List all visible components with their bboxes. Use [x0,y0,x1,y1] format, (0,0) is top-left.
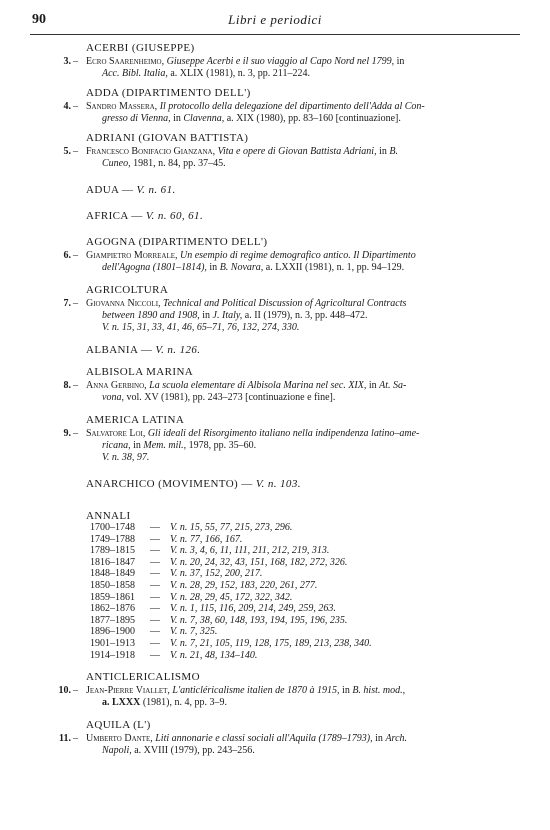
year-range: 1862–1876 [90,603,135,615]
annali-row [86,626,525,638]
entry-number: 6. [63,250,71,261]
entry-details: a. LXXII (1981), n. 1, pp. 94–129. [265,262,405,273]
entry-dash: – [73,380,78,391]
row-dash: — [150,522,160,533]
row-dash: — [150,637,160,649]
section-heading-adda: ADDA (DIPARTIMENTO DELL') [86,87,251,99]
section-heading-aquila: AQUILA (L') [86,719,151,732]
entry-10 [30,685,525,709]
entry-author: Sandro Massera, [86,101,158,112]
entry-title-cont: gresso di Vienna, [102,113,171,124]
entry-author: Giampietro Morreale, [86,250,178,261]
heading-text: ALBANIA — [86,344,153,356]
entry-author: Jean-Pierre Viallet, [86,685,170,697]
section-heading-adua [86,184,525,196]
entry-title: L'anticléricalisme italien de 1870 à 1915, [172,685,340,697]
year-range: 1700–1748 [90,522,135,533]
entry-journal: Clavenna, [183,113,225,124]
entry-in: in [133,440,141,451]
entry-5 [30,146,525,170]
entry-continuation [86,697,525,709]
entry-journal: B. Novara, [219,262,264,273]
entry-title: Vita e opere di Giovan Battista Adriani, [217,146,377,157]
section-heading-africa [86,210,525,222]
entry-details: 1978, pp. 35–60. [188,440,257,451]
row-dash: — [150,626,160,638]
entry-dash: – [73,250,78,261]
cross-reference: V. n. 103. [255,478,301,490]
entry-continuation [86,262,525,274]
entry-8 [30,380,525,404]
entry-6 [30,250,525,274]
annali-section [86,510,525,661]
entry-in: in [396,56,405,67]
entry-in: in [375,733,383,745]
year-range: 1850–1858 [90,579,135,591]
annali-row [86,650,525,662]
entry-dash: – [73,733,78,745]
entry-journal-cont: Cuneo, [102,158,131,169]
year-range: 1789–1815 [90,545,135,557]
section-heading-albania [86,344,525,356]
entry-continuation [86,440,525,452]
entry-author: Salvatore Loi, [86,428,146,439]
entry-details: 1981, n. 84, pp. 37–45. [133,158,226,169]
cross-reference: V. n. 28, 29, 45, 172, 322, 342. [170,591,293,603]
entry-journal-cont: vona, [102,392,124,403]
cross-reference: V. n. 15, 55, 77, 215, 273, 296. [170,522,293,533]
annali-row [86,568,525,580]
annali-row [86,545,525,557]
entry-author: Francesco Bonifacio Gianzana, [86,146,216,157]
entry-title: Gli ideali del Risorgimento italiano nella indipendenza latino–ame- [147,428,420,439]
entry-journal: B. hist. mod., [352,685,406,697]
section-heading-albisola: ALBISOLA MARINA [86,366,194,378]
cross-reference: V. n. 20, 24, 32, 43, 151, 168, 182, 272, 326. [170,556,348,568]
cross-reference: V. n. 126. [155,344,201,356]
entry-number: 9. [63,428,71,439]
row-dash: — [150,614,160,626]
section-heading-anticlericalismo: ANTICLERICALISMO [86,671,200,684]
year-range: 1859–1861 [90,591,135,603]
cross-reference: V. n. 61. [136,184,176,196]
annali-row [86,580,525,592]
section-heading-agogna: AGOGNA (DIPARTIMENTO DELL') [86,236,268,248]
heading-text: ANARCHICO (MOVIMENTO) — [86,478,253,490]
entry-in: in [342,685,350,697]
row-dash: — [150,591,160,603]
annali-row [86,557,525,569]
entry-number: 11. [59,733,71,745]
entry-number: 5. [63,146,71,157]
section-heading-annali: ANNALI [86,510,131,522]
entry-journal: B. [389,146,398,157]
row-dash: — [150,579,160,591]
section-heading-agricoltura: AGRICOLTURA [86,284,169,296]
entry-continuation [86,310,525,322]
entry-dash: – [73,685,78,697]
entry-in: in [368,380,377,391]
entry-details: a. II (1979), n. 3, pp. 448–472. [244,310,368,321]
page-number: 90 [32,12,46,27]
entry-title: Il protocollo della delegazione del dipartimento dell'Adda al Con- [159,101,425,112]
cross-reference: V. n. 60, 61. [145,210,204,222]
page-header [30,14,520,35]
cross-reference: V. n. 77, 166, 167. [170,533,243,545]
entry-number: 8. [63,380,71,391]
running-title: Libri e periodici [228,12,322,27]
entry-title-cont: dell'Agogna (1801–1814), [102,262,207,273]
entry-details: vol. XV (1981), pp. 243–273 [continuazione e fine]. [126,392,336,403]
annali-row [86,615,525,627]
cross-reference: V. n. 21, 48, 134–140. [170,649,258,661]
entry-journal: J. Italy, [212,310,243,321]
row-dash: — [150,649,160,661]
entry-journal: At. Sa- [379,380,407,391]
entry-in: in [173,113,181,124]
entry-author: Anna Gerbino, [86,380,147,391]
entry-title: Liti annonarie e classi sociali all'Aquila (1789–1793), [155,733,373,745]
entry-details: a. XVIII (1979), pp. 243–256. [134,745,255,757]
annali-row [86,592,525,604]
entry-journal: Mem. mil., [143,440,187,451]
entry-author: Ecro Saarenheimo, [86,56,165,67]
year-range: 1877–1895 [90,614,135,626]
row-dash: — [150,545,160,557]
entry-journal-cont: Napoli, [102,745,132,757]
entry-continuation [86,745,525,757]
index-content [30,42,525,757]
annali-row [86,522,525,534]
entry-title-cont: ricana, [102,440,131,451]
annali-row [86,534,525,546]
entry-title: Un esempio di regime demografico antico. Il Dipartimento [180,250,416,261]
entry-7 [30,298,525,334]
entry-continuation [86,113,525,125]
entry-in: in [379,146,387,157]
entry-continuation [86,392,525,404]
section-heading-acerbi: ACERBI (GIUSEPPE) [86,42,195,54]
entry-in: in [209,262,218,273]
entry-3 [30,56,525,80]
entry-author: Giovanna Niccoli, [86,298,161,309]
annali-row [86,638,525,650]
entry-author: Umberto Dante, [86,733,153,745]
entry-details: (1981), n. 4, pp. 3–9. [142,697,228,709]
heading-text: ADUA — [86,184,134,196]
cross-reference: V. n. 7, 325. [170,626,218,638]
entry-continuation [86,158,525,170]
entry-dash: – [73,428,78,439]
cross-reference: V. n. 15, 31, 33, 41, 46, 65–71, 76, 132, 274, 330. [102,322,300,333]
entry-11 [30,733,525,757]
row-dash: — [150,603,160,615]
row-dash: — [150,556,160,568]
entry-9 [30,428,525,464]
annali-row [86,603,525,615]
entry-dash: – [73,101,78,112]
section-heading-anarchico [86,478,525,490]
cross-reference: V. n. 37, 152, 200, 217. [170,568,263,580]
entry-volume: a. LXXX [102,697,141,709]
entry-details: a. XIX (1980), pp. 83–160 [continuazione]. [226,113,401,124]
entry-number: 10. [58,685,71,697]
entry-in: in [202,310,211,321]
cross-reference: V. n. 7, 21, 105, 119, 128, 175, 189, 213, 238, 340. [170,637,372,649]
entry-continuation [86,68,525,80]
heading-text: AFRICA — [86,210,143,222]
year-range: 1816–1847 [90,556,135,568]
entry-4 [30,101,525,125]
year-range: 1914–1918 [90,649,135,661]
section-heading-america-latina: AMERICA LATINA [86,414,185,426]
entry-title: La scuola elementare di Albisola Marina nel sec. XIX, [149,380,367,391]
entry-journal: Arch. [385,733,408,745]
entry-details: a. XLIX (1981), n. 3, pp. 211–224. [170,68,310,79]
entry-number: 4. [63,101,71,112]
cross-reference: V. n. 1, 115, 116, 209, 214, 249, 259, 263. [170,603,336,615]
cross-reference: V. n. 7, 38, 60, 148, 193, 194, 195, 196, 235. [170,614,348,626]
year-range: 1896–1900 [90,626,135,638]
annali-year-list [86,522,525,661]
entry-dash: – [73,146,78,157]
section-heading-adriani: ADRIANI (GIOVAN BATTISTA) [86,132,249,144]
year-range: 1848–1849 [90,568,135,580]
entry-dash: – [73,56,78,67]
row-dash: — [150,533,160,545]
entry-journal: Acc. Bibl. Italia, [102,68,168,79]
cross-reference: V. n. 28, 29, 152, 183, 220, 261, 277. [170,579,318,591]
entry-title-cont: between 1890 and 1908, [102,310,200,321]
entry-number: 7. [63,298,71,309]
entry-title: Technical and Political Discussion of Agricoltural Contracts [163,298,407,309]
year-range: 1749–1788 [90,533,135,545]
entry-title: Giuseppe Acerbi e il suo viaggio al Capo Nord nel 1799, [166,56,395,67]
cross-reference: V. n. 38, 97. [102,452,150,463]
row-dash: — [150,568,160,580]
entry-dash: – [73,298,78,309]
entry-number: 3. [63,56,71,67]
year-range: 1901–1913 [90,637,135,649]
cross-reference: V. n. 3, 4, 6, 11, 111, 211, 212, 219, 313. [170,545,330,557]
